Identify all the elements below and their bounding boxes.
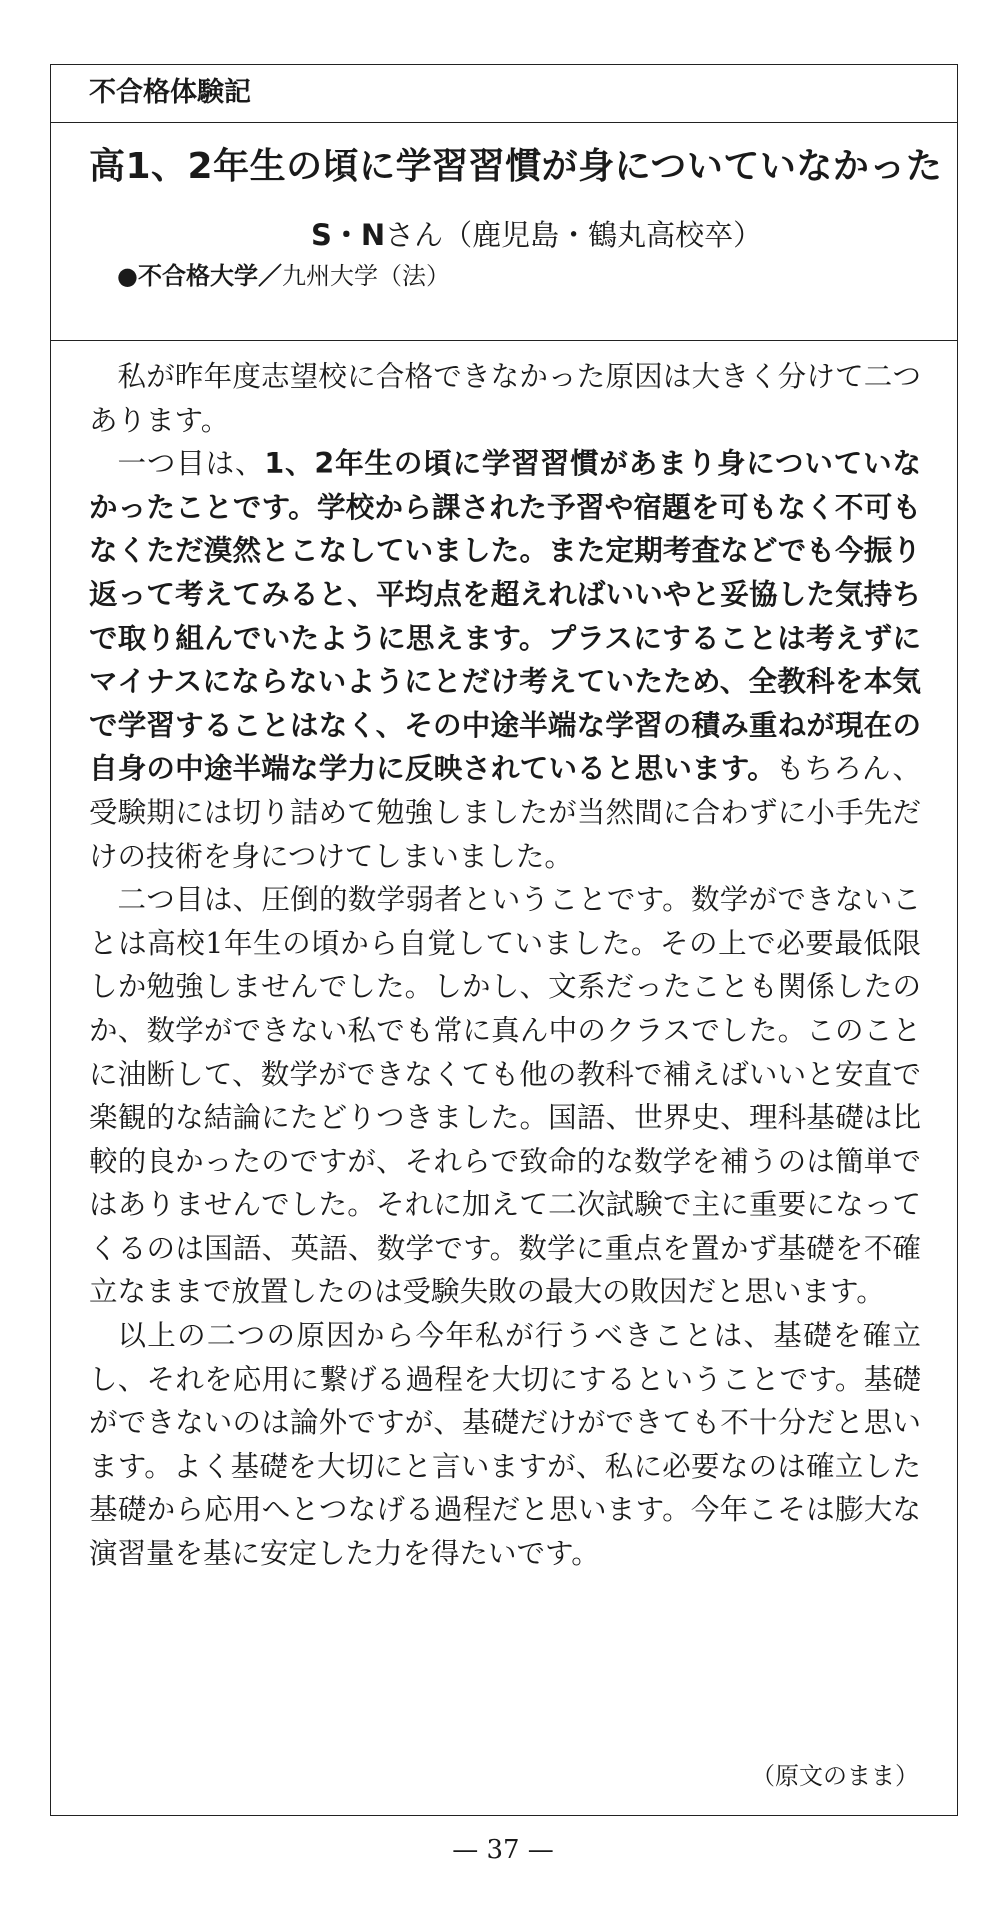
failed-university-line — [117, 259, 450, 293]
section-label: 不合格体験記 — [51, 65, 957, 123]
article-header — [51, 123, 957, 341]
body-paragraph: 二つ目は、圧倒的数学弱者ということです。数学ができないことは高校1年生の頃から自覚していました。その上で必要最低限しか勉強しませんでした。しかし、文系だったことも関係したのか、数学ができない私でも常に真ん中のクラスでした。このことに油断して、数学ができなくても他の教科で補えばいいと安直で楽観的な結論にたどりつきました。国語、世界史、理科基礎は比較的良かったのですが、それらで致命的な数学を補うのは簡単ではありませんでした。それに加えて二次試験で主に重要になってくるのは国語、英語、数学です。数学に重点を置かず基礎を不確立なままで放置したのは受験失敗の最大の敗因だと思います。 — [89, 883, 921, 1309]
body-paragraph: 私が昨年度志望校に合格できなかった原因は大きく分けて二つあります。 — [89, 360, 921, 437]
failed-university-value: 九州大学（法） — [281, 262, 450, 290]
author-line — [311, 215, 762, 255]
paragraph-continuation: もちろん、受験期には切り詰めて勉強しましたが当然間に合わずに小手先だけの技術を身につけてしまいました。 — [89, 752, 921, 873]
emphasized-text: 1、2年生の頃に学習習慣があまり身についていなかったことです。学校から課された予習や宿題を可もなく不可もなくただ漠然とこなしていました。また定期考査などでも今振り返って考えてみると、平均点を超えればいいやと妥協した気持ちで取り組んでいたように思えます。プラスにすることは考えずにマイナスにならないようにとだけ考えていたため、全教科を本気で学習することはなく、その中途半端な学習の積み重ねが現在の自身の中途半端な学力に反映されていると思います。 — [89, 447, 921, 786]
article-body — [89, 355, 921, 1576]
original-text-note: （原文のまま） — [751, 1762, 919, 1790]
author-initials: S・N — [311, 218, 386, 252]
author-school: さん（鹿児島・鶴丸高校卒） — [385, 218, 763, 252]
page-number: — 37 — — [452, 1835, 554, 1865]
failed-university-label: ●不合格大学／ — [117, 262, 282, 290]
article-title: 高1、2年生の頃に学習習慣が身についていなかった — [89, 146, 943, 187]
body-paragraph: 以上の二つの原因から今年私が行うべきことは、基礎を確立し、それを応用に繋げる過程を大切にするということです。基礎ができないのは論外ですが、基礎だけができても不十分だと思います。よく基礎を大切にと言いますが、私に必要なのは確立した基礎から応用へとつなげる過程だと思います。今年こそは膨大な演習量を基に安定した力を得たいです。 — [89, 1319, 921, 1571]
body-paragraph — [89, 442, 921, 878]
article-frame — [50, 64, 958, 1816]
paragraph-lead: 一つ目は、 — [117, 447, 265, 481]
